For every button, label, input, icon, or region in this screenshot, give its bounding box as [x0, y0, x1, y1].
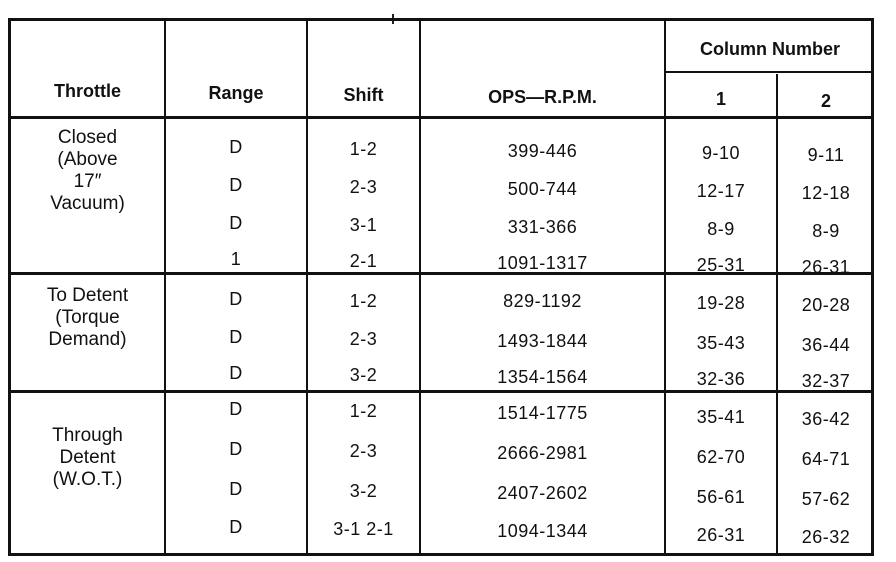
cell-col2: 12-18: [801, 183, 851, 203]
header-throttle: Throttle: [54, 81, 121, 101]
cell-shift: 3-2: [349, 481, 378, 501]
cell-ops: 1094-1344: [497, 521, 588, 541]
shift-speed-table: [8, 18, 874, 556]
cell-col1: 12-17: [696, 181, 746, 201]
cell-col2: 32-37: [801, 371, 851, 391]
cell-ops: 2407-2602: [497, 483, 588, 503]
cell-shift: 1-2: [349, 291, 378, 311]
cell-ops: 1493-1844: [497, 331, 588, 351]
cell-ops: 331-366: [507, 217, 578, 237]
throttle-line: (Above: [57, 149, 118, 170]
cell-col1: 62-70: [696, 447, 746, 467]
cell-range: D: [229, 439, 243, 459]
throttle-line: Demand): [48, 329, 127, 350]
header-col-1: 1: [715, 89, 726, 109]
cell-ops: 399-446: [507, 141, 578, 161]
cell-shift: 2-3: [349, 329, 378, 349]
cell-col1: 8-9: [707, 219, 735, 239]
cell-col2: 36-44: [801, 335, 851, 355]
cell-range: D: [229, 327, 243, 347]
throttle-line: (Torque: [55, 307, 120, 328]
throttle-line: Closed: [57, 127, 118, 148]
cell-col1: 19-28: [696, 293, 746, 313]
cell-col2: 26-32: [801, 527, 851, 547]
cell-col1: 9-10: [701, 143, 741, 163]
divider-header-body: [11, 116, 871, 119]
cell-shift: 3-1 2-1: [333, 519, 394, 539]
cell-shift: 3-1: [349, 215, 378, 235]
cell-ops: 1514-1775: [497, 403, 588, 423]
throttle-to-detent: [11, 285, 164, 351]
cell-shift: 1-2: [349, 139, 378, 159]
throttle-closed: [11, 127, 164, 215]
header-column-number: Column Number: [699, 39, 840, 59]
cell-range: D: [229, 289, 243, 309]
shift-speed-table-sheet: [8, 14, 876, 554]
throttle-line: 17″: [73, 171, 102, 192]
cell-range: D: [229, 213, 243, 233]
cell-col2: 8-9: [812, 221, 840, 241]
cell-ops: 2666-2981: [497, 443, 588, 463]
header-ops-rpm: OPS—R.P.M.: [488, 87, 597, 107]
cell-col1: 35-43: [696, 333, 746, 353]
cell-shift: 2-3: [349, 441, 378, 461]
cell-col1: 35-41: [696, 407, 746, 427]
divider-column-number: [664, 71, 871, 73]
cell-shift: 2-3: [349, 177, 378, 197]
throttle-line: Through: [52, 425, 123, 446]
header-range: Range: [208, 83, 264, 103]
cell-range: D: [229, 175, 243, 195]
cell-range: 1: [230, 249, 242, 269]
cell-range: D: [229, 517, 243, 537]
throttle-line: Vacuum): [50, 193, 125, 214]
cell-range: D: [229, 363, 243, 383]
cell-shift: 1-2: [349, 401, 378, 421]
cell-col2: 9-11: [807, 145, 845, 165]
cell-range: D: [229, 479, 243, 499]
cell-range: D: [229, 137, 243, 157]
cell-col1: 26-31: [696, 525, 746, 545]
throttle-line: (W.O.T.): [52, 469, 123, 490]
divider-group-2: [11, 390, 871, 393]
cell-ops: 829-1192: [503, 291, 582, 311]
cell-ops: 500-744: [507, 179, 578, 199]
throttle-through-detent: [11, 425, 164, 491]
cell-col1: 56-61: [696, 487, 746, 507]
cell-col2: 36-42: [801, 409, 851, 429]
cell-shift: 3-2: [349, 365, 378, 385]
cell-col2: 20-28: [801, 295, 851, 315]
cell-col1: 25-31: [696, 255, 746, 275]
cell-col1: 32-36: [696, 369, 746, 389]
cell-shift: 2-1: [349, 251, 378, 271]
cell-col2: 26-31: [801, 257, 851, 277]
header-shift: Shift: [343, 85, 384, 105]
header-col-2: 2: [820, 91, 831, 111]
cell-col2: 64-71: [801, 449, 851, 469]
throttle-line: To Detent: [46, 285, 129, 306]
throttle-line: Detent: [59, 447, 116, 468]
cell-ops: 1354-1564: [497, 367, 588, 387]
cell-range: D: [229, 399, 243, 419]
cell-ops: 1091-1317: [497, 253, 588, 273]
cell-col2: 57-62: [801, 489, 851, 509]
